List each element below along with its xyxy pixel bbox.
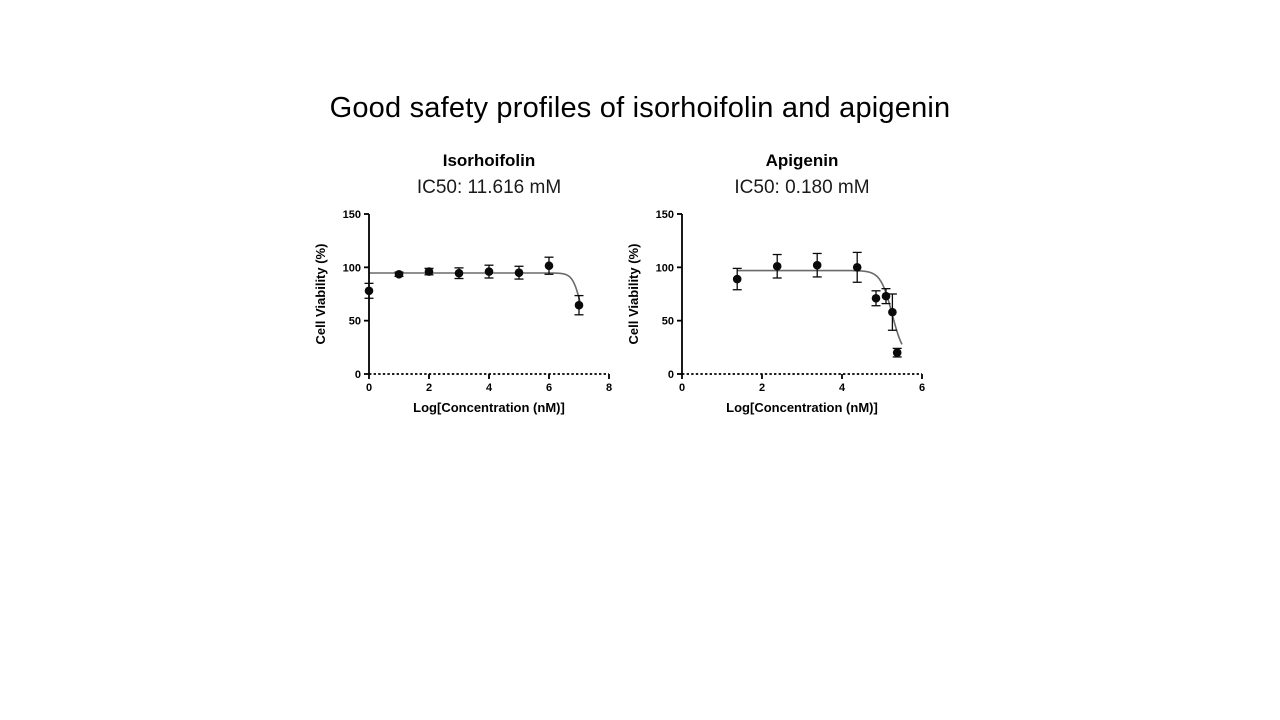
chart-title: Apigenin	[765, 151, 839, 170]
fit-curve	[737, 271, 902, 345]
data-point	[733, 275, 742, 284]
axes	[369, 214, 609, 374]
data-points	[365, 261, 584, 309]
x-axis-title: Log[Concentration (nM)]	[413, 400, 565, 415]
y-tick-label: 0	[354, 369, 361, 381]
x-tick-label: 6	[918, 382, 926, 394]
data-point	[888, 308, 897, 317]
data-point	[853, 263, 862, 272]
y-axis-title: Cell Viability (%)	[313, 243, 328, 345]
chart-figure-apigenin	[622, 148, 942, 422]
chart-title: Isorhoifolin	[442, 151, 536, 170]
y-tick-label: 150	[655, 209, 674, 221]
y-tick-label: 0	[667, 369, 674, 381]
data-point	[515, 268, 524, 277]
x-tick-label: 0	[678, 382, 686, 394]
data-point	[773, 262, 782, 271]
x-tick-label: 2	[758, 382, 766, 394]
y-tick-label: 100	[655, 262, 674, 275]
dose-response-plot-isorhoifolin	[309, 202, 629, 422]
y-tick-label: 50	[661, 315, 674, 328]
data-point	[455, 269, 464, 278]
x-axis-ticks	[366, 374, 612, 394]
x-tick-label: 2	[425, 382, 433, 394]
y-tick-label: 100	[342, 262, 361, 275]
x-tick-label: 4	[838, 382, 846, 394]
y-axis-ticks	[343, 209, 369, 381]
chart-figure-isorhoifolin	[309, 148, 629, 422]
y-axis-title: Cell Viability (%)	[626, 243, 641, 345]
data-point	[425, 267, 434, 276]
y-axis-ticks	[656, 209, 682, 381]
y-tick-label: 150	[342, 209, 361, 221]
slide-title: Good safety profiles of isorhoifolin and apigenin	[329, 92, 951, 124]
data-point	[893, 348, 902, 357]
y-tick-label: 50	[348, 315, 361, 328]
fit-curve	[369, 273, 581, 308]
x-tick-label: 8	[605, 382, 613, 394]
dose-response-plot-apigenin	[622, 202, 942, 422]
data-point	[575, 301, 584, 310]
data-point	[872, 294, 881, 303]
data-point	[485, 267, 494, 276]
data-point	[365, 287, 374, 296]
x-tick-label: 6	[545, 382, 553, 394]
chart-ic50-subtitle: IC50: 11.616 mM	[416, 177, 562, 198]
x-axis-title: Log[Concentration (nM)]	[726, 400, 878, 415]
data-point	[882, 292, 891, 301]
x-tick-label: 4	[485, 382, 493, 394]
data-point	[395, 270, 404, 279]
x-axis-ticks	[679, 374, 925, 394]
data-point	[813, 261, 822, 270]
chart-ic50-subtitle: IC50: 0.180 mM	[734, 177, 870, 198]
data-point	[545, 261, 554, 270]
x-tick-label: 0	[365, 382, 373, 394]
